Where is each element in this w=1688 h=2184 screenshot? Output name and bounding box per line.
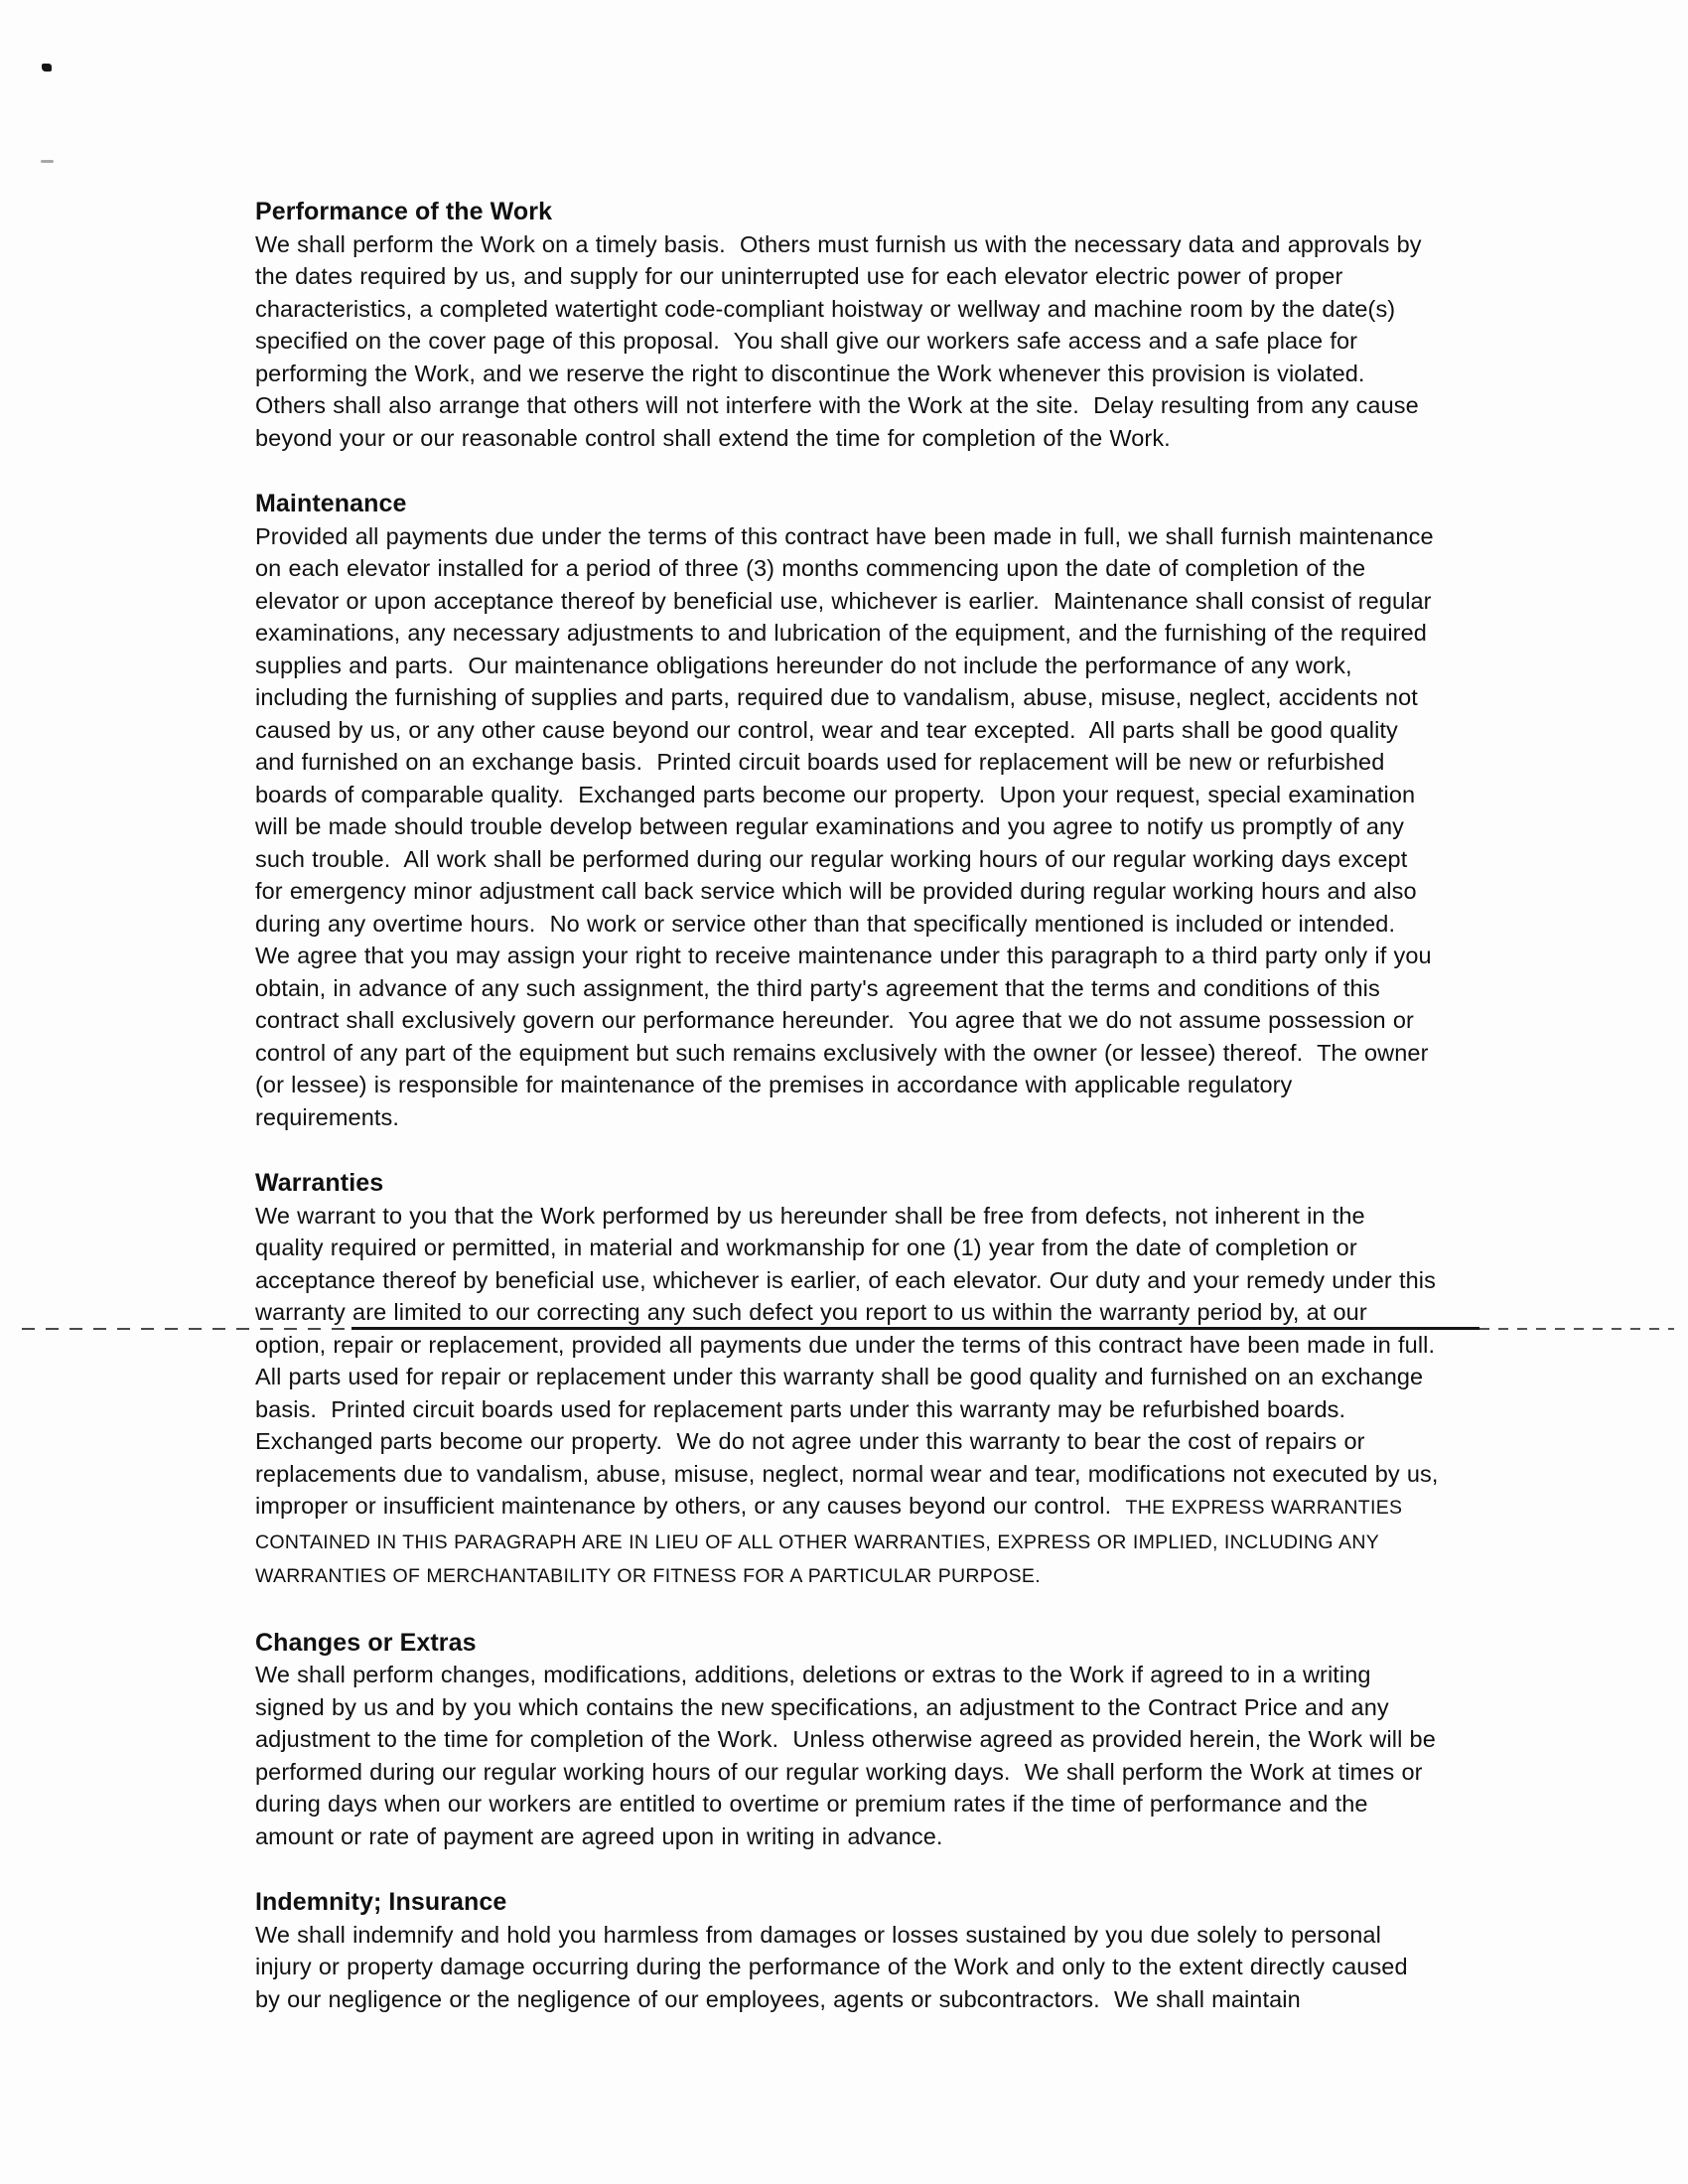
section-paragraph: We shall perform changes, modifications, additions, deletions or extras to the Work if agreed to in a writing signed by us and by you which contains the new specifications, an adjustment to the Contract Price and any adjustment to the time for completion of the Work. Unless otherwise agreed as provided herein, the Work will be performed during our regular working hours of our regular working days. We shall perform the Work at times or during days when our workers are entitled to overtime or premium rates if the time of performance and the amount or rate of payment are agreed upon in writing in advance. xyxy=(255,1662,1444,1849)
warranty-disclaimer-caps-text: THE EXPRESS WARRANTIES CONTAINED IN THIS PARAGRAPH ARE IN LIEU OF ALL OTHER WARRANTIES, EXPRESS OR IMPLIED, INCLUDING ANY WARRANTIES OF MERCHANTABILITY OR FITNESS FOR A PARTICULAR PURPOSE. xyxy=(255,1497,1409,1587)
section-heading: Indemnity; Insurance xyxy=(255,1888,507,1916)
section-heading: Changes or Extras xyxy=(255,1628,477,1657)
section-paragraph: We shall perform the Work on a timely basis. Others must furnish us with the necessary data and approvals by the dates required by us, and supply for our uninterrupted use for each elevator electric power of proper characteristics, a completed watertight code-compliant hoistway or wellway and machine room by the date(s) specified on the cover page of this proposal. You shall give our workers safe access and a safe place for performing the Work, and we reserve the right to discontinue the Work whenever this provision is violated. Others shall also arrange that others will not interfere with the Work at the site. Delay resulting from any cause beyond your or our reasonable control shall extend the time for completion of the Work. xyxy=(255,230,1429,451)
section-warranties xyxy=(255,1167,1449,1593)
section-paragraph: We shall indemnify and hold you harmless from damages or losses sustained by you due solely to personal injury or property damage occurring during the performance of the Work and only to the extent directly caused by our negligence or the negligence of our employees, agents or subcontractors. We shall maintain xyxy=(255,1921,1415,2012)
section-heading: Performance of the Work xyxy=(255,198,553,225)
section-heading: Warranties xyxy=(255,1169,384,1197)
scan-fold-line-right-dashes xyxy=(1479,1328,1674,1330)
section-changes-or-extras xyxy=(255,1627,1444,1853)
section-performance-of-the-work xyxy=(255,196,1439,454)
section-heading: Maintenance xyxy=(255,490,407,517)
section-maintenance xyxy=(255,488,1439,1133)
section-paragraph: Provided all payments due under the terms of this contract have been made in full, we shall furnish maintenance on each elevator installed for a period of three (3) months commencing upon the date of completion of the elevator or upon acceptance thereof by beneficial use, whichever is earlier. Maintenance shall consist of regular examinations, any necessary adjustments to and lubrication of the equipment, and the furnishing of the required supplies and parts. Our maintenance obligations hereunder do not include the performance of any work, including the furnishing of supplies and parts, required due to vandalism, abuse, misuse, neglect, accidents not caused by us, or any other cause beyond our control, wear and tear excepted. All parts shall be good quality and furnished on an exchange basis. Printed circuit boards used for replacement will be new or refurbished boards of comparable quality. Exchanged parts become our property. Upon your request, special examination will be made should trouble develop between regular examinations and you agree to notify us promptly of any such trouble. All work shall be performed during our regular working hours of our regular working days except for emergency minor adjustment call back service which will be provided during regular working hours and also during any overtime hours. No work or service other than that specifically mentioned is included or intended. We agree that you may assign your right to receive maintenance under this paragraph to a third party only if you obtain, in advance of any such assignment, the third party's agreement that the terms and conditions of this contract shall exclusively govern our performance hereunder. You agree that we do not assume possession or control of any part of the equipment but such remains exclusively with the owner (or lessee) thereof. The owner (or lessee) is responsible for maintenance of the premises in accordance with applicable regulatory requirements. xyxy=(255,522,1441,1130)
section-paragraph xyxy=(255,1200,1449,1593)
scan-speck-artifact xyxy=(42,64,52,72)
scan-speck-artifact xyxy=(41,160,54,163)
warranty-body-text: We warrant to you that the Work performed by us hereunder shall be free from defects, not inherent in the quality required or permitted, in material and workmanship for one (1) year from the date of completion or acceptance thereof by beneficial use, whichever is earlier, of each elevator. Our duty and your remedy under this warranty are limited to our correcting any such defect you report to us within the warranty period by, at our option, repair or replacement, provided all payments due under the terms of this contract have been made in full. All parts used for repair or replacement under this warranty shall be good quality and furnished on an exchange basis. Printed circuit boards used for replacement parts under this warranty may be refurbished boards. Exchanged parts become our property. We do not agree under this warranty to bear the cost of repairs or replacements due to vandalism, abuse, misuse, neglect, normal wear and tear, modifications not executed by us, improper or insufficient maintenance by others, or any causes beyond our control. xyxy=(255,1202,1449,1519)
contract-text-block xyxy=(255,196,1449,2049)
section-indemnity-insurance xyxy=(255,1886,1439,2015)
